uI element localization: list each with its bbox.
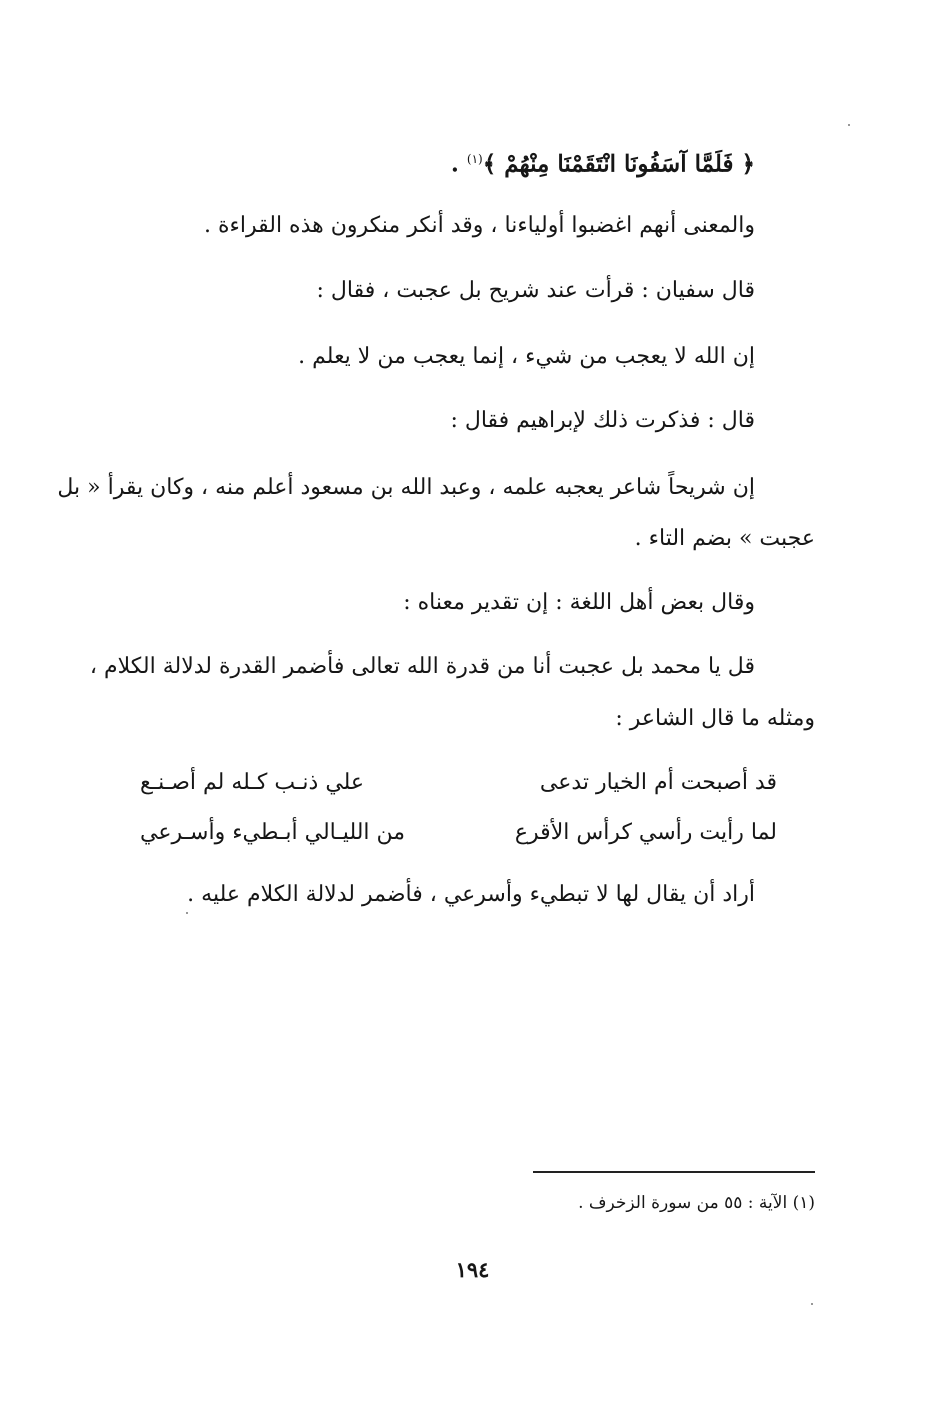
footnote: (١) الآية : ٥٥ من سورة الزخرف . — [578, 1193, 815, 1213]
paragraph-closing: أراد أن يقال لها لا تبطيء وأسرعي ، فأضمر لدلالة الكلام عليه . — [187, 882, 755, 907]
paragraph-linguists: وقال بعض أهل اللغة : إن تقدير معناه : — [403, 590, 755, 615]
poem-verse-2 — [140, 815, 777, 851]
paragraph-ibrahim: قال : فذكرت ذلك لإبراهيم فقال : — [450, 408, 755, 433]
paragraph-sufyan: قال سفيان : قرأت عند شريح بل عجبت ، فقال : — [316, 278, 755, 303]
scan-speck — [186, 912, 188, 914]
paragraph-meaning: والمعنى أنهم اغضبوا أولياءنا ، وقد أنكر منكرون هذه القراءة . — [204, 213, 755, 238]
poem-verse-1-second-hemistich: علي ذنـب كـله لم أصـنـع — [140, 770, 365, 795]
scan-speck — [848, 124, 850, 126]
footnote-divider — [533, 1171, 815, 1173]
page-number: ١٩٤ — [455, 1257, 490, 1282]
poem-verse-1-first-hemistich: قد أصبحت أم الخيار تدعى — [539, 770, 777, 795]
quran-verse-period: . — [450, 150, 467, 178]
paragraph-muhammad-line-1: قل يا محمد بل عجبت أنا من قدرة الله تعالى فأضمر القدرة لدلالة الكلام ، — [89, 654, 755, 679]
quran-verse: ﴿ فَلَمَّا آسَفُونَا انْتَقَمْنَا مِنْهُمْ ﴾ — [482, 150, 755, 178]
footnote-reference: (١) — [466, 152, 483, 166]
paragraph-shurayh-line-1: إن شريحاً شاعر يعجبه علمه ، وعبد الله بن مسعود أعلم منه ، وكان يقرأ « بل — [57, 475, 755, 500]
paragraph-quote-god: إن الله لا يعجب من شيء ، إنما يعجب من لا يعلم . — [298, 344, 755, 369]
quran-verse-line — [451, 142, 755, 176]
poem-verse-1 — [140, 765, 777, 801]
poem-verse-2-second-hemistich: من الليـالي أبـطيء وأسـرعي — [140, 820, 406, 845]
paragraph-shurayh-line-2: عجبت » بضم التاء . — [634, 526, 815, 551]
paragraph-muhammad-line-2: ومثله ما قال الشاعر : — [615, 706, 815, 731]
scan-speck — [811, 1303, 813, 1305]
poem-verse-2-first-hemistich: لما رأيت رأسي كرأس الأقرع — [514, 820, 777, 845]
